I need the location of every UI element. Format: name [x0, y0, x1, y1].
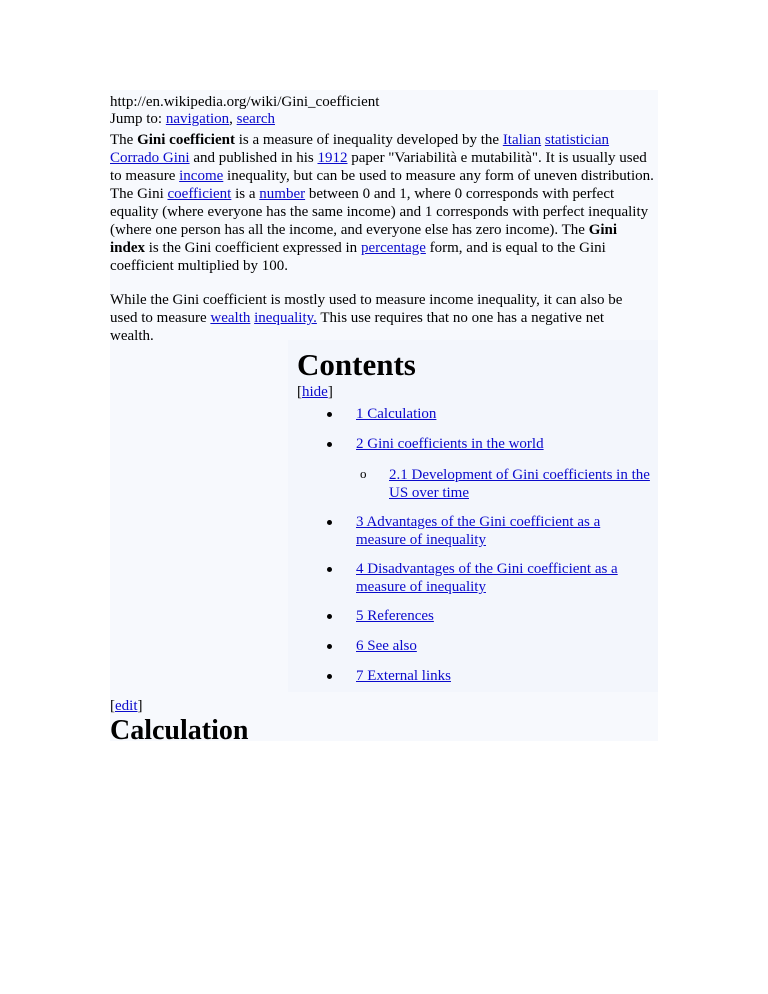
paragraph-text: is the Gini coefficient expressed in [145, 240, 361, 256]
edit-open: [ [110, 698, 115, 714]
bullet-icon [327, 567, 332, 572]
inline-link[interactable]: coefficient [167, 186, 232, 202]
toc-item-development-us [360, 466, 653, 502]
navigation-link[interactable]: navigation [165, 111, 230, 127]
toc-item-see-also [356, 637, 651, 655]
inline-link[interactable]: inequality. [254, 310, 317, 326]
paragraph-text: This use requires that no one has a negative net wealth. [110, 310, 605, 344]
toc-link[interactable]: 1 Calculation [356, 406, 437, 422]
toc-toggle-open: [ [297, 384, 302, 400]
paragraph-text: paper "Variabilità e mutabilità". It is usually used to measure [110, 150, 647, 184]
edit-link[interactable]: edit [115, 698, 138, 714]
inline-link[interactable]: number [259, 186, 306, 202]
toc-item-disadvantages [356, 560, 651, 596]
toc-toggle-close: ] [327, 384, 333, 400]
toc-link[interactable]: 6 See also [356, 638, 417, 654]
paragraph-text: is a [231, 186, 260, 202]
bullet-icon [327, 412, 332, 417]
bullet-icon [327, 614, 332, 619]
toc-link[interactable]: 4 Disadvantages of the Gini coefficient as a measure of inequality [356, 561, 618, 595]
hide-toc-link[interactable]: hide [302, 384, 328, 400]
paragraph-text: The [110, 132, 138, 148]
toc-link[interactable]: 2.1 Development of Gini coefficients in the US over time [389, 467, 650, 501]
inline-link[interactable]: income [179, 168, 224, 184]
intro-paragraph-2 [110, 291, 650, 345]
jump-label: Jump to: [110, 111, 166, 127]
bullet-icon [327, 674, 332, 679]
toc-item-calculation [356, 405, 651, 423]
toc-item-gini-in-world [356, 435, 651, 453]
bullet-icon [327, 520, 332, 525]
inline-link[interactable]: percentage [360, 240, 426, 256]
toc-item-references [356, 607, 651, 625]
toc-link[interactable]: 5 References [356, 608, 434, 624]
inline-link[interactable]: Italian [502, 132, 542, 148]
edit-close: ] [137, 698, 143, 714]
paragraph-text: While the Gini coefficient is mostly used to measure income inequality, it can also be used to measure [110, 292, 623, 326]
intro-paragraph-1 [110, 131, 655, 275]
paragraph-text: is a measure of inequality developed by the [234, 132, 503, 148]
bullet-icon [327, 442, 332, 447]
inline-link[interactable]: 1912 [317, 150, 348, 166]
toc-item-advantages [356, 513, 651, 549]
toc-link[interactable]: 3 Advantages of the Gini coefficient as a measure of inequality [356, 514, 601, 548]
toc-link[interactable]: 7 External links [356, 668, 451, 684]
paragraph-text: inequality, but can be used to measure any form of uneven distribution. The Gini [110, 168, 654, 202]
circle-bullet-icon: o [360, 466, 367, 481]
bold-term: Gini coefficient [137, 132, 235, 148]
paragraph-text: form, and is equal to the Gini coefficient multiplied by 100. [110, 240, 606, 274]
inline-link[interactable]: statistician [544, 132, 610, 148]
toc-toggle [297, 383, 333, 401]
inline-link[interactable]: Corrado Gini [110, 150, 190, 166]
page-url: http://en.wikipedia.org/wiki/Gini_coefficient [110, 94, 380, 110]
bullet-icon [327, 644, 332, 649]
section-heading-calculation: Calculation [110, 715, 249, 746]
jump-to-links [110, 110, 275, 128]
toc-item-external-links [356, 667, 651, 685]
jump-separator: , [229, 111, 237, 127]
toc-title: Contents [297, 347, 416, 382]
search-link[interactable]: search [236, 111, 275, 127]
toc-link[interactable]: 2 Gini coefficients in the world [356, 436, 544, 452]
paragraph-text: between 0 and 1, where 0 corresponds with perfect equality (where everyone has the same income) and 1 corresponds with perfect inequality (where one person has all the income, and everyone else has zero income). The [110, 186, 649, 238]
inline-link[interactable]: wealth [210, 310, 251, 326]
paragraph-text: and published in his [189, 150, 318, 166]
bold-term: Gini index [110, 222, 618, 256]
